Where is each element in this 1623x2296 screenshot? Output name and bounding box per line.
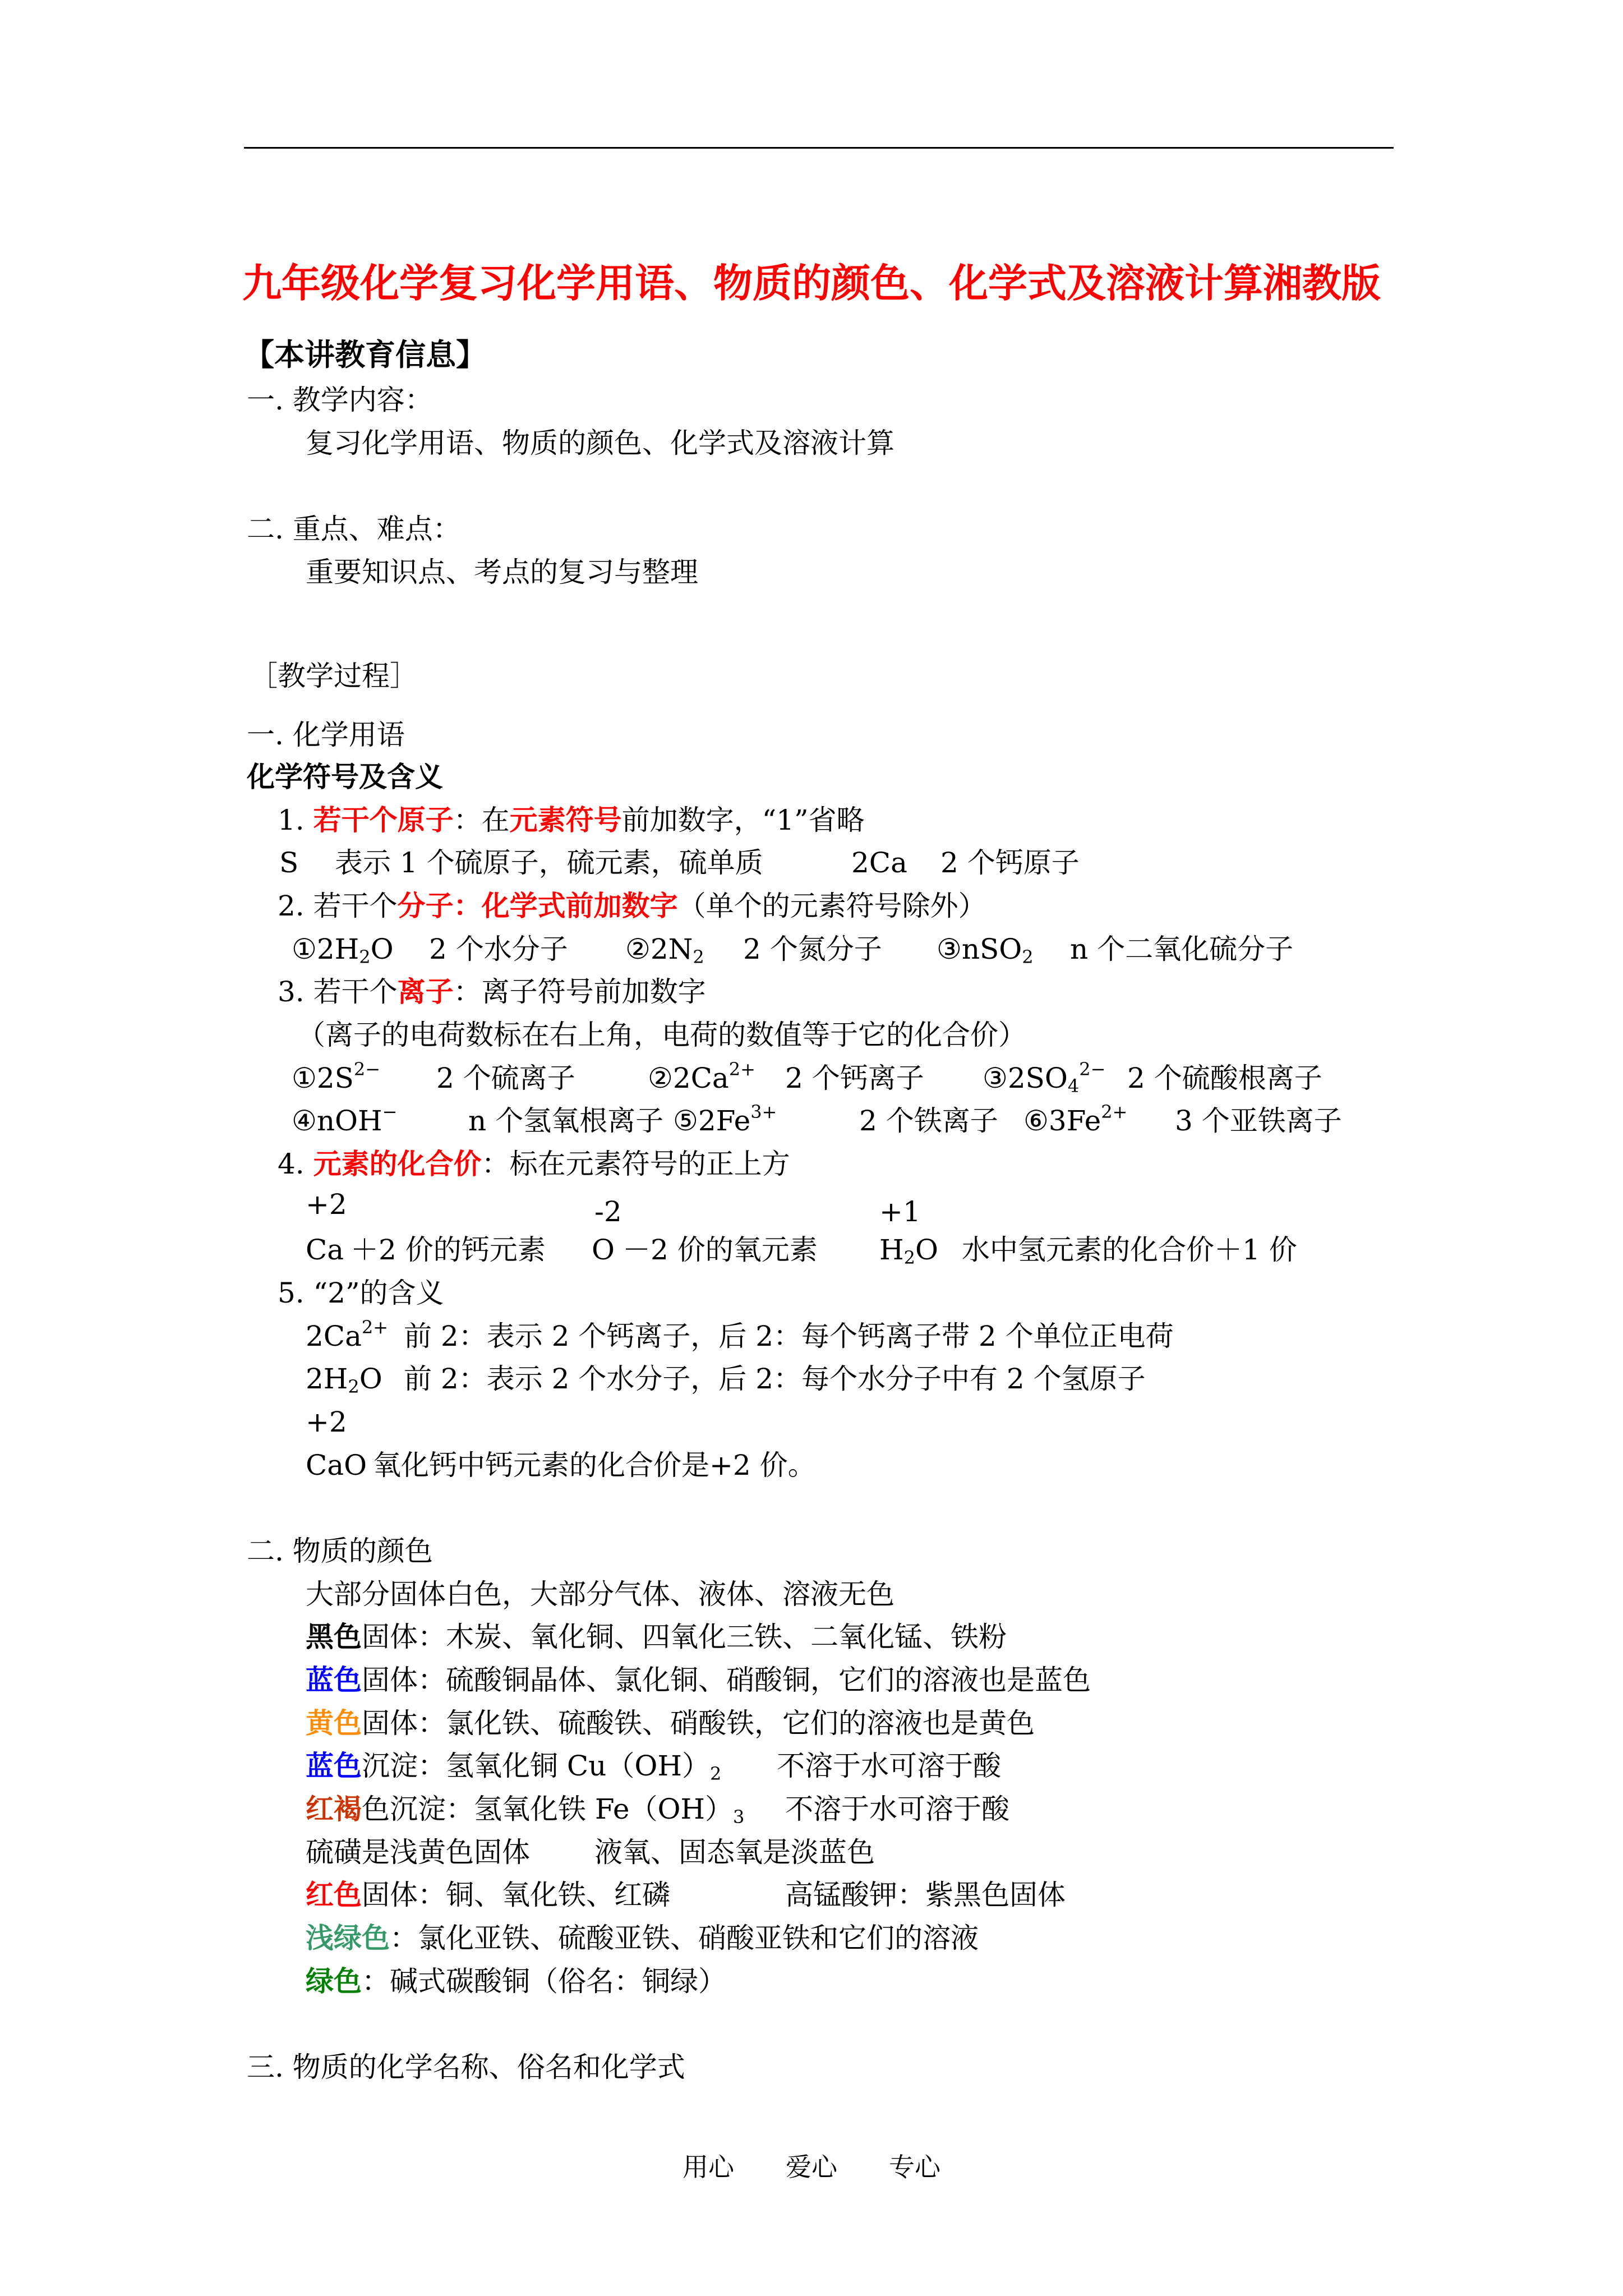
color-word: 绿色 xyxy=(306,1964,362,1998)
valence-ca-desc: ＋2 价的钙元素 xyxy=(351,1234,546,1266)
ion-3fe-desc: 3 个亚铁离子 xyxy=(1175,1105,1342,1137)
color-line-blue-precipitate xyxy=(306,1749,722,1784)
color-word: 红色 xyxy=(306,1878,362,1911)
subscript: 2 xyxy=(709,1763,722,1784)
formula-part: O xyxy=(359,1363,382,1395)
color-line-black xyxy=(306,1620,1007,1653)
process-header: ［教学过程］ xyxy=(250,660,418,692)
key-points-text: 重要知识点、考点的复习与整理 xyxy=(306,556,698,588)
part3-heading: 三. 物质的化学名称、俗名和化学式 xyxy=(247,2051,685,2083)
valence-h2o-formula xyxy=(879,1234,938,1268)
meaning-cao-formula: CaO xyxy=(306,1449,367,1481)
color-text: ：氯化亚铁、硫酸亚铁、硝酸亚铁和它们的溶液 xyxy=(390,1922,979,1954)
item-lead: 元素的化合价 xyxy=(313,1147,482,1180)
formula-nso2 xyxy=(937,933,1034,968)
color-text: 固体：氯化铁、硫酸铁、硝酸铁，它们的溶液也是黄色 xyxy=(362,1707,1035,1740)
document-title: 九年级化学复习化学用语、物质的颜色、化学式及溶液计算湘教版 xyxy=(242,260,1381,306)
superscript: 2+ xyxy=(1101,1101,1128,1122)
item-text: ：在 xyxy=(453,804,510,836)
item-text: ：离子符号前加数字 xyxy=(453,976,706,1008)
item-text: （单个的元素符号除外） xyxy=(677,890,986,922)
page-footer: 用心 爱心 专心 xyxy=(683,2152,940,2182)
color-line-red xyxy=(306,1878,670,1911)
meaning-2h2o-formula xyxy=(306,1363,382,1397)
formula-2n2 xyxy=(625,933,704,968)
formula-part: ③nSO xyxy=(937,933,1022,965)
formula-part: ⑥3Fe xyxy=(1023,1105,1101,1137)
ion-2ca xyxy=(648,1059,755,1094)
formula-part: ②2N xyxy=(625,933,693,965)
meaning-2h2o-desc: 前 2：表示 2 个水分子，后 2：每个水分子中有 2 个氢原子 xyxy=(404,1363,1146,1395)
subscript: 2 xyxy=(903,1247,915,1268)
color-line-general: 大部分固体白色，大部分气体、液体、溶液无色 xyxy=(306,1578,895,1611)
color-text: 固体：铜、氧化铁、红磷 xyxy=(362,1879,670,1911)
example-1a-desc: 表示 1 个硫原子，硫元素，硫单质 xyxy=(335,846,763,879)
part1-heading: 一. 化学用语 xyxy=(247,719,405,751)
color-line-oxygen: 液氧、固态氧是淡蓝色 xyxy=(594,1836,875,1869)
item-lead: 若干个原子 xyxy=(313,803,454,836)
formula-part: O xyxy=(370,933,394,965)
ion-2so4-desc: 2 个硫酸根离子 xyxy=(1127,1062,1322,1094)
formula-2n2-desc: 2 个氮分子 xyxy=(743,933,882,965)
valence-mark-ca: +2 xyxy=(306,1188,347,1221)
color-text: 沉淀：氢氧化铜 Cu（OH） xyxy=(362,1750,710,1782)
item-number: 3. xyxy=(278,976,305,1008)
item-number: 5. xyxy=(278,1277,305,1309)
ion-2s xyxy=(292,1059,381,1094)
item-1 xyxy=(278,803,865,836)
color-text: 色沉淀：氢氧化铁 Fe（OH） xyxy=(362,1793,734,1825)
formula-part: 2Ca xyxy=(306,1320,362,1352)
subscript: 2 xyxy=(348,1376,359,1397)
section-header: 【本讲教育信息】 xyxy=(244,337,486,372)
subscript: 2 xyxy=(359,946,371,968)
ion-3fe xyxy=(1023,1101,1128,1137)
valence-mark-o: -2 xyxy=(594,1195,622,1228)
item-text: ：标在元素符号的正上方 xyxy=(481,1148,790,1180)
item-text: 前加数字，“1”省略 xyxy=(621,804,865,836)
color-line-red-brown xyxy=(306,1792,745,1828)
color-word: 红褐 xyxy=(306,1792,362,1825)
subscript: 4 xyxy=(1067,1075,1080,1097)
ion-2so4 xyxy=(983,1059,1106,1097)
color-line-light-green xyxy=(306,1921,979,1954)
teaching-content-heading: 一. 教学内容： xyxy=(247,384,433,416)
color-word: 蓝色 xyxy=(306,1663,362,1696)
superscript: 3+ xyxy=(750,1101,777,1122)
ion-noh xyxy=(292,1101,398,1137)
color-line-yellow xyxy=(306,1706,1035,1740)
item-3-note: （离子的电荷数标在右上角，电荷的数值等于它的化合价） xyxy=(297,1019,1026,1051)
item-number: 1. xyxy=(278,804,305,836)
color-text: 固体：硫酸铜晶体、氯化铜、硝酸铜，它们的溶液也是蓝色 xyxy=(362,1664,1091,1696)
item-5 xyxy=(278,1279,444,1307)
color-word: 黑色 xyxy=(306,1620,362,1653)
color-line-red-brown-note: 不溶于水可溶于酸 xyxy=(785,1793,1009,1825)
header-rule xyxy=(244,147,1394,149)
subscript: 2 xyxy=(1022,946,1034,968)
color-text: ：碱式碳酸铜（俗名：铜绿） xyxy=(362,1965,726,1998)
part1-subheading: 化学符号及含义 xyxy=(247,760,443,793)
color-word: 黄色 xyxy=(306,1706,362,1740)
formula-part: 2H xyxy=(306,1363,348,1395)
superscript: 2+ xyxy=(728,1059,755,1080)
item-3 xyxy=(278,975,706,1008)
formula-part: ②2Ca xyxy=(648,1062,729,1094)
item-2 xyxy=(278,889,986,922)
formula-part: H xyxy=(879,1234,904,1266)
part2-heading: 二. 物质的颜色 xyxy=(247,1535,433,1567)
ion-noh-desc: n 个氢氧根离子 xyxy=(468,1105,664,1137)
color-word: 蓝色 xyxy=(306,1749,362,1782)
key-points-heading: 二. 重点、难点： xyxy=(247,513,461,545)
color-line-green xyxy=(306,1964,726,1998)
item-text: 若干个 xyxy=(313,976,398,1008)
formula-part: ③2SO xyxy=(983,1062,1068,1094)
superscript: − xyxy=(382,1101,398,1122)
formula-part: ④nOH xyxy=(292,1105,382,1137)
formula-nso2-desc: n 个二氧化硫分子 xyxy=(1070,933,1294,965)
superscript: 2+ xyxy=(361,1317,389,1338)
item-number: 4. xyxy=(278,1148,305,1180)
item-highlight: 元素符号 xyxy=(509,803,622,836)
meaning-cao-mark: +2 xyxy=(306,1406,347,1438)
valence-mark-h: +1 xyxy=(879,1195,921,1228)
item-text: “2”的含义 xyxy=(313,1277,444,1309)
example-1b-symbol: 2Ca xyxy=(851,846,907,879)
formula-2h2o xyxy=(292,933,394,968)
item-text: 若干个 xyxy=(313,890,398,922)
item-4 xyxy=(278,1147,790,1180)
teaching-content-text: 复习化学用语、物质的颜色、化学式及溶液计算 xyxy=(306,427,895,459)
valence-h2o-desc: 水中氢元素的化合价＋1 价 xyxy=(962,1234,1297,1266)
valence-o-symbol: O xyxy=(592,1234,615,1266)
formula-part: ①2S xyxy=(292,1062,354,1094)
ion-2s-desc: 2 个硫离子 xyxy=(436,1062,575,1094)
color-line-sulfur: 硫磺是浅黄色固体 xyxy=(306,1836,530,1869)
example-1b-desc: 2 个钙原子 xyxy=(940,846,1080,879)
valence-ca-symbol: Ca xyxy=(306,1234,344,1266)
color-word: 浅绿色 xyxy=(306,1921,390,1954)
meaning-2ca-desc: 前 2：表示 2 个钙离子，后 2：每个钙离子带 2 个单位正电荷 xyxy=(404,1320,1174,1352)
superscript: 2− xyxy=(1079,1059,1106,1080)
superscript: 2− xyxy=(353,1059,381,1080)
ion-2fe xyxy=(673,1101,777,1137)
item-lead: 离子 xyxy=(397,975,454,1008)
ion-2ca-desc: 2 个钙离子 xyxy=(785,1062,924,1094)
formula-part: ①2H xyxy=(292,933,359,965)
color-line-permanganate: 高锰酸钾：紫黑色固体 xyxy=(785,1879,1066,1911)
formula-2h2o-desc: 2 个水分子 xyxy=(429,933,568,965)
color-text: 固体：木炭、氧化铜、四氧化三铁、二氧化锰、铁粉 xyxy=(362,1621,1007,1653)
color-line-blue-precipitate-note: 不溶于水可溶于酸 xyxy=(777,1750,1001,1782)
subscript: 3 xyxy=(733,1806,745,1828)
formula-part: ⑤2Fe xyxy=(673,1105,751,1137)
ion-2fe-desc: 2 个铁离子 xyxy=(859,1105,998,1137)
valence-o-desc: －2 价的氧元素 xyxy=(623,1234,818,1266)
item-number: 2. xyxy=(278,890,305,922)
formula-part: O xyxy=(915,1234,938,1266)
meaning-cao-desc: 氧化钙中钙元素的化合价是+2 价。 xyxy=(373,1449,816,1481)
meaning-2ca-formula xyxy=(306,1317,389,1352)
item-lead: 分子：化学式前加数字 xyxy=(397,889,678,922)
subscript: 2 xyxy=(693,946,704,968)
example-1a-symbol: S xyxy=(279,846,299,879)
color-line-blue-solid xyxy=(306,1663,1091,1696)
